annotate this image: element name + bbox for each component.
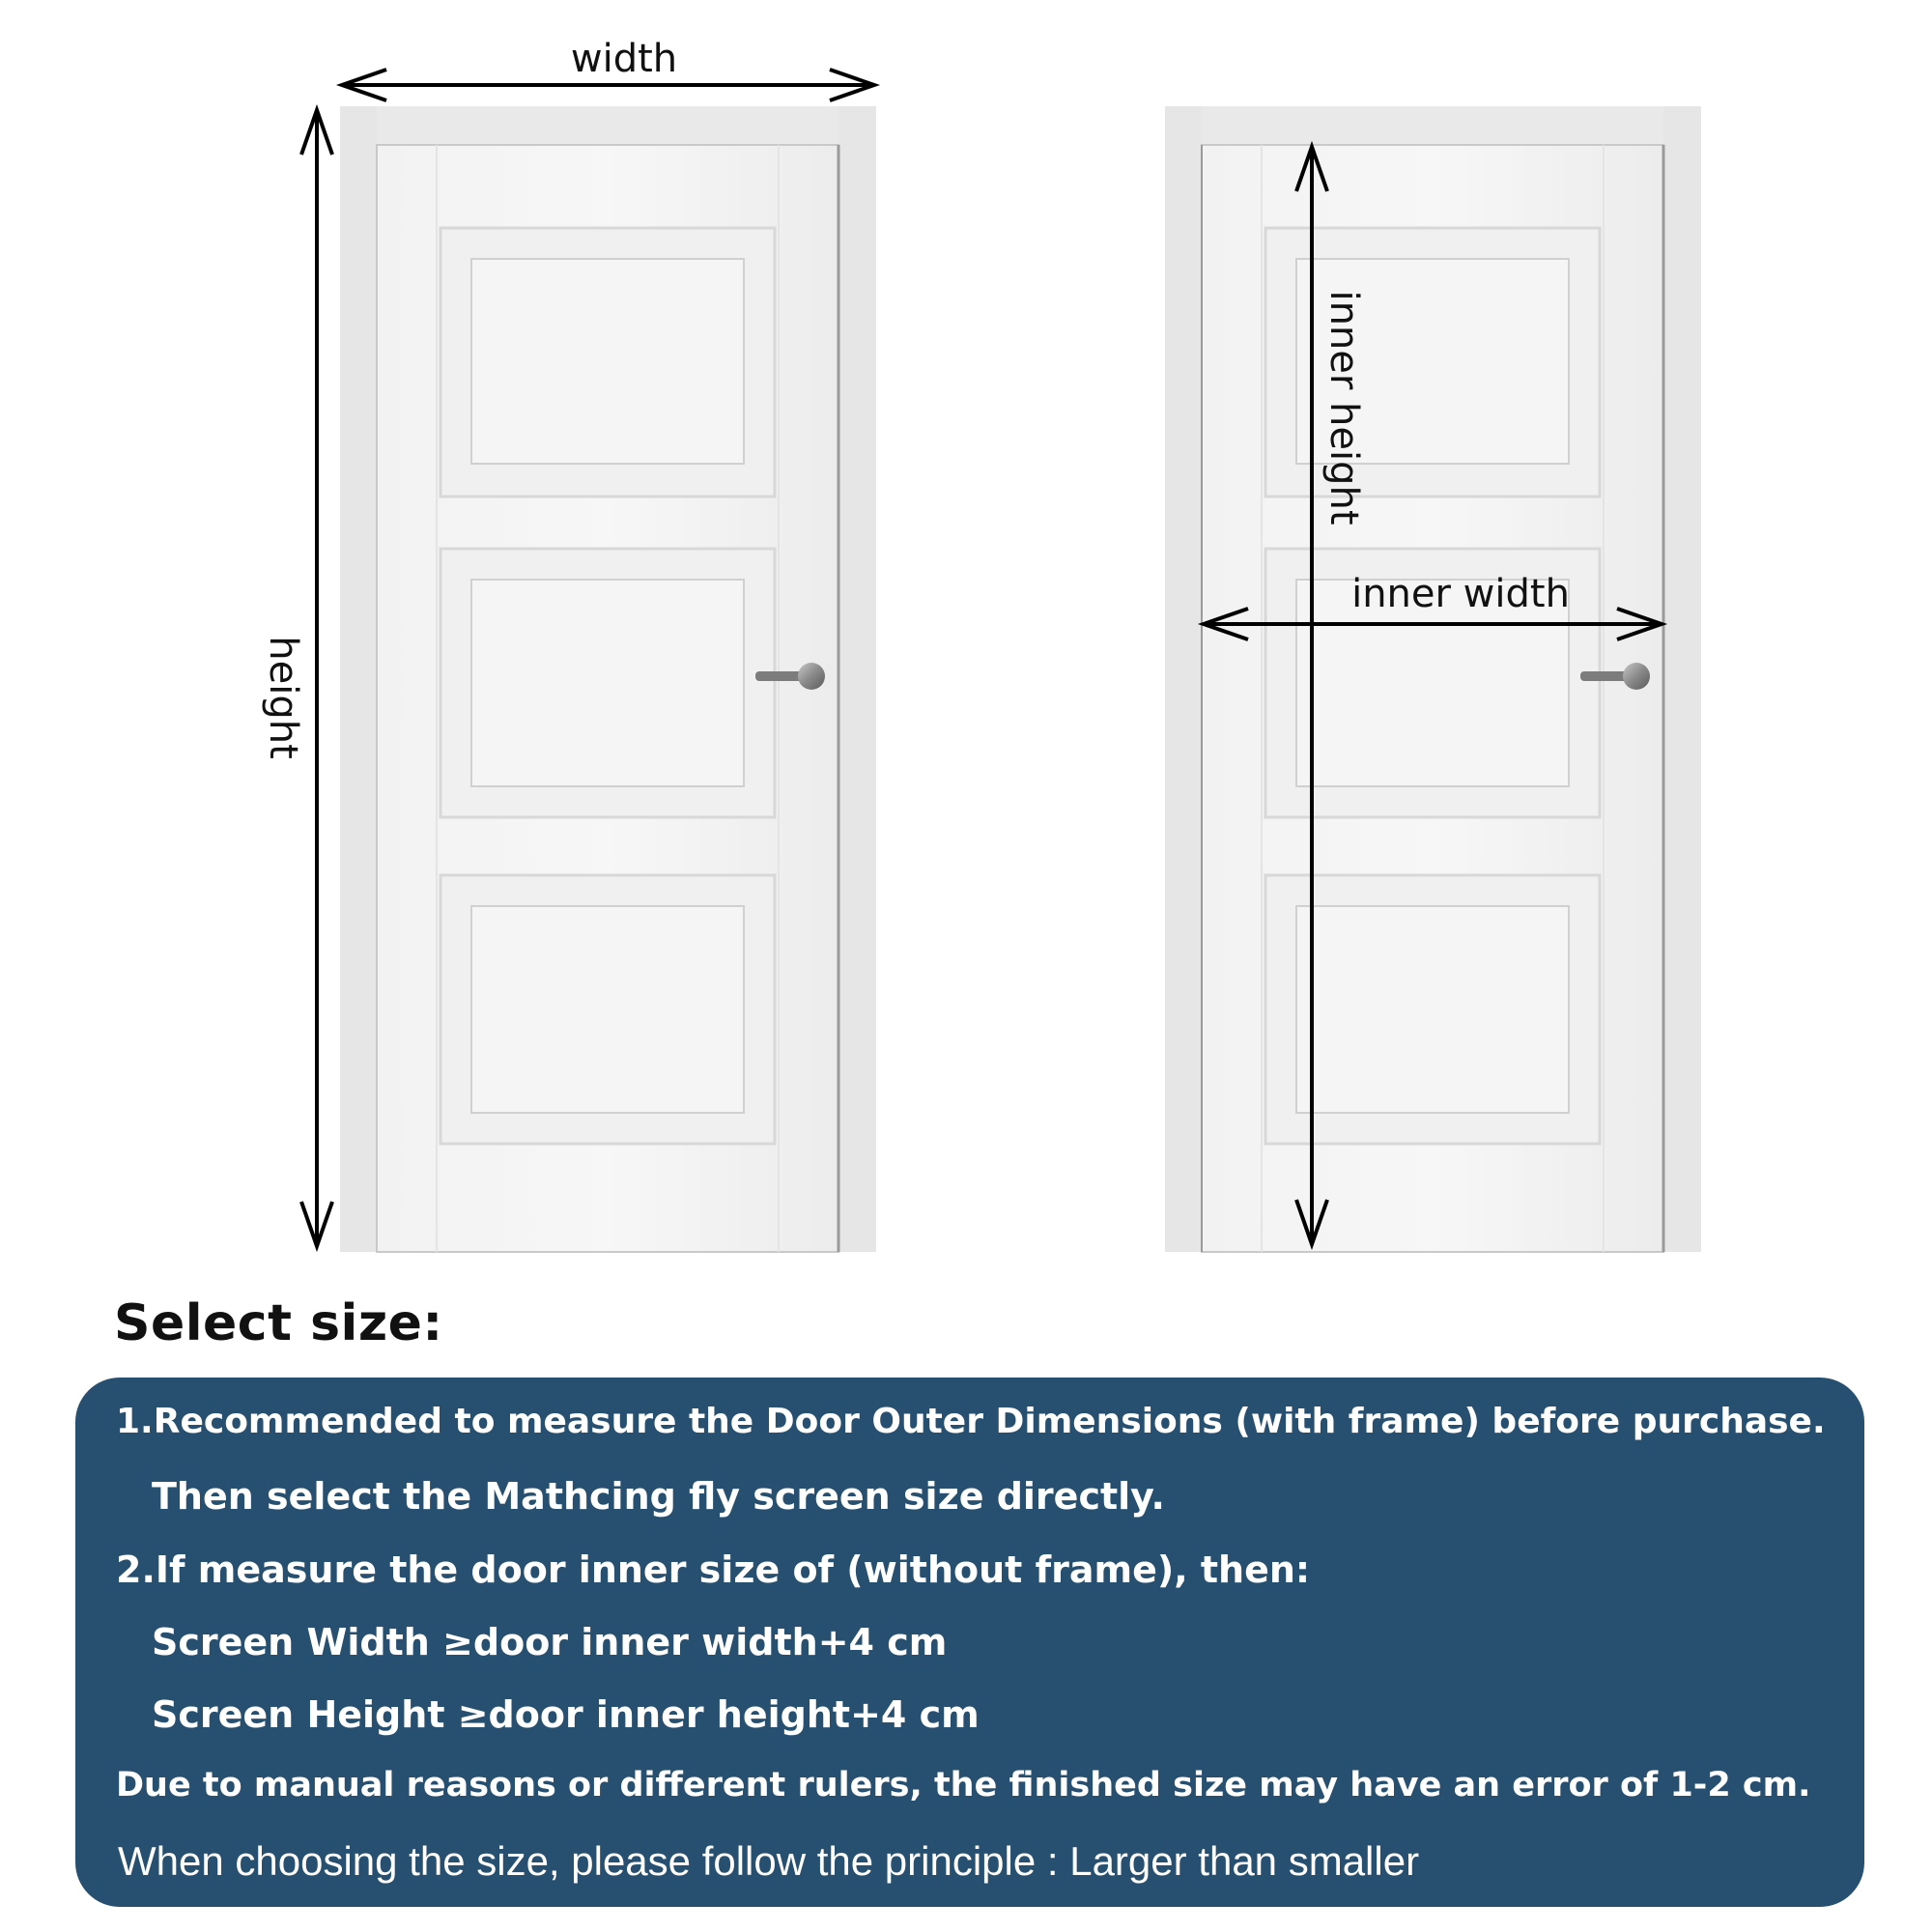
select-size-title: Select size: [114,1294,443,1352]
instruction-line-4: Screen Width ≥door inner width+4 cm [152,1621,948,1663]
outer-door-frame-top [340,106,876,145]
instruction-line-5: Screen Height ≥door inner height+4 cm [152,1693,980,1736]
instruction-line-7: When choosing the size, please follow the principle : Larger than smaller [118,1838,1420,1884]
height-label: height [261,636,305,759]
instruction-line-3: 2.If measure the door inner size of (without frame), then: [116,1548,1311,1591]
instruction-line-6: Due to manual reasons or different rulers, the finished size may have an error of 1-2 cm. [116,1766,1811,1804]
inner-width-label: inner width [1351,572,1570,616]
inner-door [1165,106,1701,1252]
outer-door [340,106,876,1252]
inner-height-label: inner height [1321,290,1366,526]
instruction-line-2: Then select the Mathcing fly screen size directly. [152,1475,1165,1518]
instruction-line-1: 1.Recommended to measure the Door Outer Dimensions (with frame) before purchase. [116,1402,1826,1441]
width-label: width [570,37,678,81]
instructions-panel [75,1378,1864,1907]
